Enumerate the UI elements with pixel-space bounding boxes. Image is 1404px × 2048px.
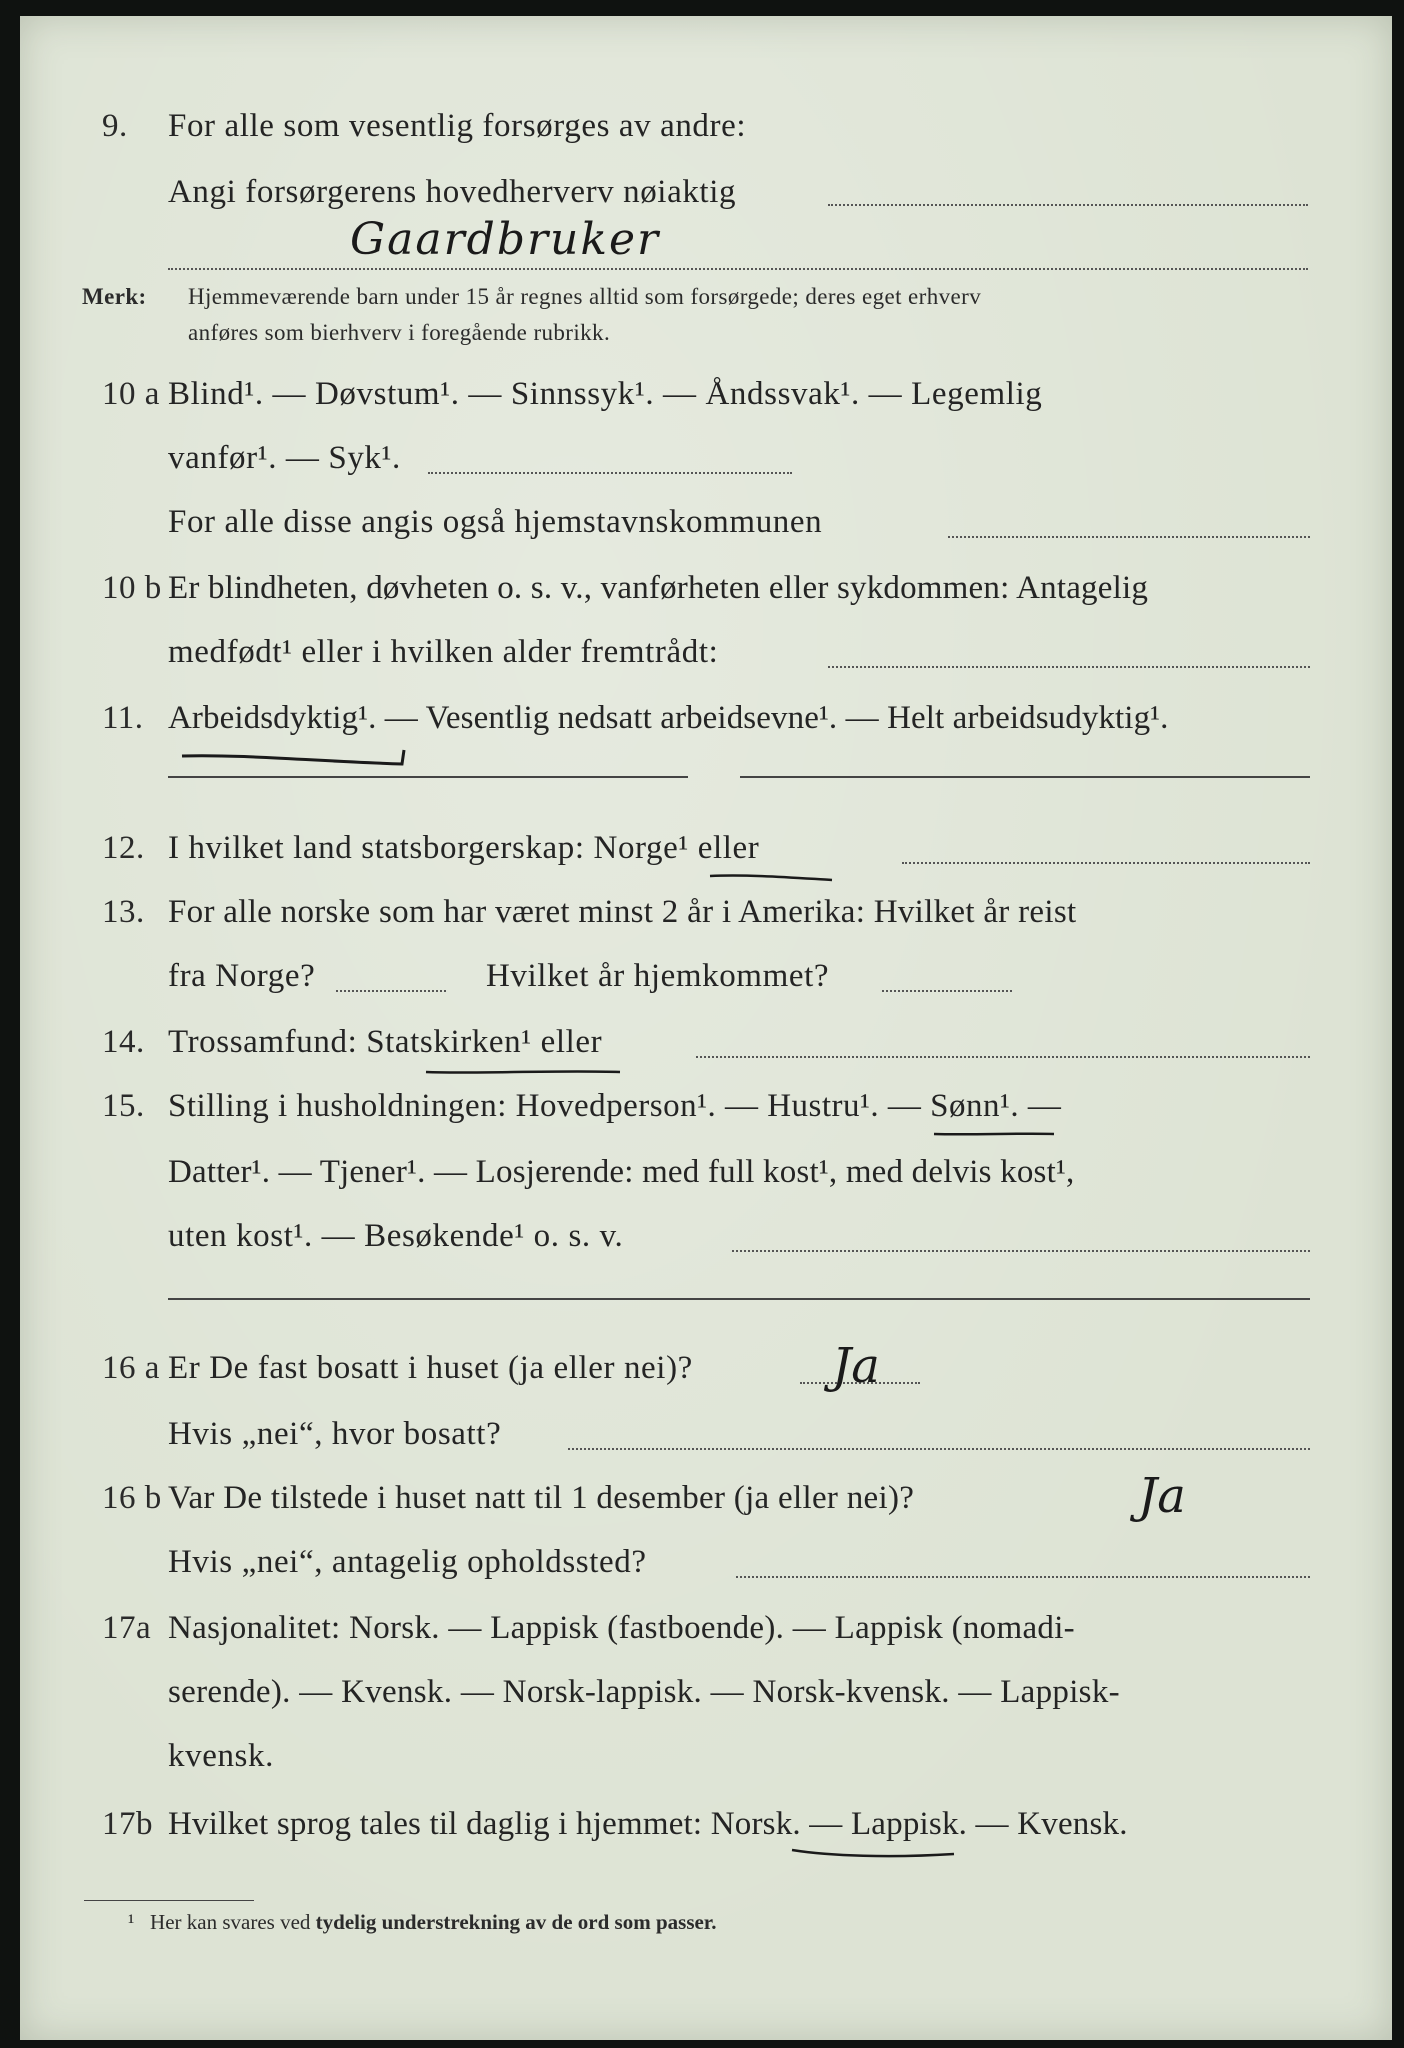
q12-underline-mark [708,868,838,886]
q11-number: 11. [102,700,144,736]
q10a-number: 10 a [102,376,160,412]
merk-line2: anføres som bierhverv i foregående rubrikk. [188,320,611,345]
q10a-line2: vanfør¹. — Syk¹. [168,440,401,476]
q16a-handwritten-answer: Ja [832,1338,880,1394]
q9-line2: Angi forsørgerens hovedherverv nøiaktig [168,174,737,210]
q14-line1: Trossamfund: Statskirken¹ eller [168,1024,603,1060]
q15-rule [168,1298,1310,1300]
q13-fill-line1 [336,990,446,992]
q16b-number: 16 b [102,1480,162,1516]
q17b-underline-mark [790,1844,960,1862]
q16a-line1: Er De fast bosatt i huset (ja eller nei)? [168,1350,693,1386]
q13-line2a: fra Norge? [168,958,316,994]
q13-line1: For alle norske som har været minst 2 år i Amerika: Hvilket år reist [168,894,1077,930]
census-form-page [20,16,1392,2040]
q9-fill-line [828,204,1308,206]
q10b-fill-line [828,666,1310,668]
q15-line3: uten kost¹. — Besøkende¹ o. s. v. [168,1218,624,1254]
q11-line1: Arbeidsdyktig¹. — Vesentlig nedsatt arbeidsevne¹. — Helt arbeidsudyktig¹. [168,700,1169,736]
q15-line2: Datter¹. — Tjener¹. — Losjerende: med full kost¹, med delvis kost¹, [168,1154,1075,1190]
q11-underline-mark [180,744,410,784]
q14-number: 14. [102,1024,145,1060]
q11-rule-left [168,776,688,778]
q17a-line1: Nasjonalitet: Norsk. — Lappisk (fastboende). — Lappisk (nomadi- [168,1610,1075,1646]
footnote-text-bold: tydelig understrekning av de ord som passer. [315,1910,717,1934]
q13-number: 13. [102,894,145,930]
q13-line2b: Hvilket år hjemkommet? [486,958,830,994]
q10b-number: 10 b [102,570,162,606]
footnote-mark: ¹ [128,1910,135,1934]
q16b-line1: Var De tilstede i huset natt til 1 desember (ja eller nei)? [168,1480,915,1516]
q17a-line3: kvensk. [168,1738,274,1774]
q15-line1: Stilling i husholdningen: Hovedperson¹. — Hustru¹. — Sønn¹. — [168,1088,1062,1124]
q15-number: 15. [102,1088,145,1124]
q10b-line2: medfødt¹ eller i hvilken alder fremtrådt: [168,634,719,670]
q10a-line3: For alle disse angis også hjemstavnskommunen [168,504,823,540]
q16a-fill-line2 [568,1448,1310,1450]
q9-line1: For alle som vesentlig forsørges av andre: [168,108,747,144]
q12-line1: I hvilket land statsborgerskap: Norge¹ eller [168,830,760,866]
q16b-handwritten-answer: Ja [1138,1468,1186,1524]
q15-underline-mark [932,1126,1062,1142]
q17b-number: 17b [102,1806,153,1842]
merk-line1: Hjemmeværende barn under 15 år regnes alltid som forsørgede; deres eget erhverv [188,284,982,309]
q10b-line1: Er blindheten, døvheten o. s. v., vanførheten eller sykdommen: Antagelig [168,570,1149,606]
q13-fill-line2 [882,990,1012,992]
footnote [128,1910,716,1935]
q17a-number: 17a [102,1610,152,1646]
footnote-text-plain: Her kan svares ved [150,1910,311,1934]
q9-handwritten-answer: Gaardbruker [350,214,661,265]
merk-label: Merk: [82,284,147,309]
q9-answer-line [168,268,1308,270]
q10a-fill-line2 [948,536,1310,538]
q12-number: 12. [102,830,145,866]
q11-rule-right [740,776,1310,778]
q17b-line1: Hvilket sprog tales til daglig i hjemmet: Norsk. — Lappisk. — Kvensk. [168,1806,1128,1842]
q17a-line2: serende). — Kvensk. — Norsk-lappisk. — Norsk-kvensk. — Lappisk- [168,1674,1120,1710]
q12-fill-line [902,862,1310,864]
q14-fill-line [696,1056,1310,1058]
q16b-fill-line [736,1576,1310,1578]
q16b-line2: Hvis „nei“, antagelig opholdssted? [168,1544,647,1580]
q10a-fill-line [428,472,792,474]
q15-fill-line [732,1250,1310,1252]
footnote-rule [84,1900,254,1901]
q16a-number: 16 a [102,1350,160,1386]
q9-number: 9. [102,108,128,144]
q14-underline-mark [424,1062,624,1082]
q16a-line2: Hvis „nei“, hvor bosatt? [168,1416,502,1452]
q10a-line1: Blind¹. — Døvstum¹. — Sinnssyk¹. — Åndssvak¹. — Legemlig [168,376,1043,412]
